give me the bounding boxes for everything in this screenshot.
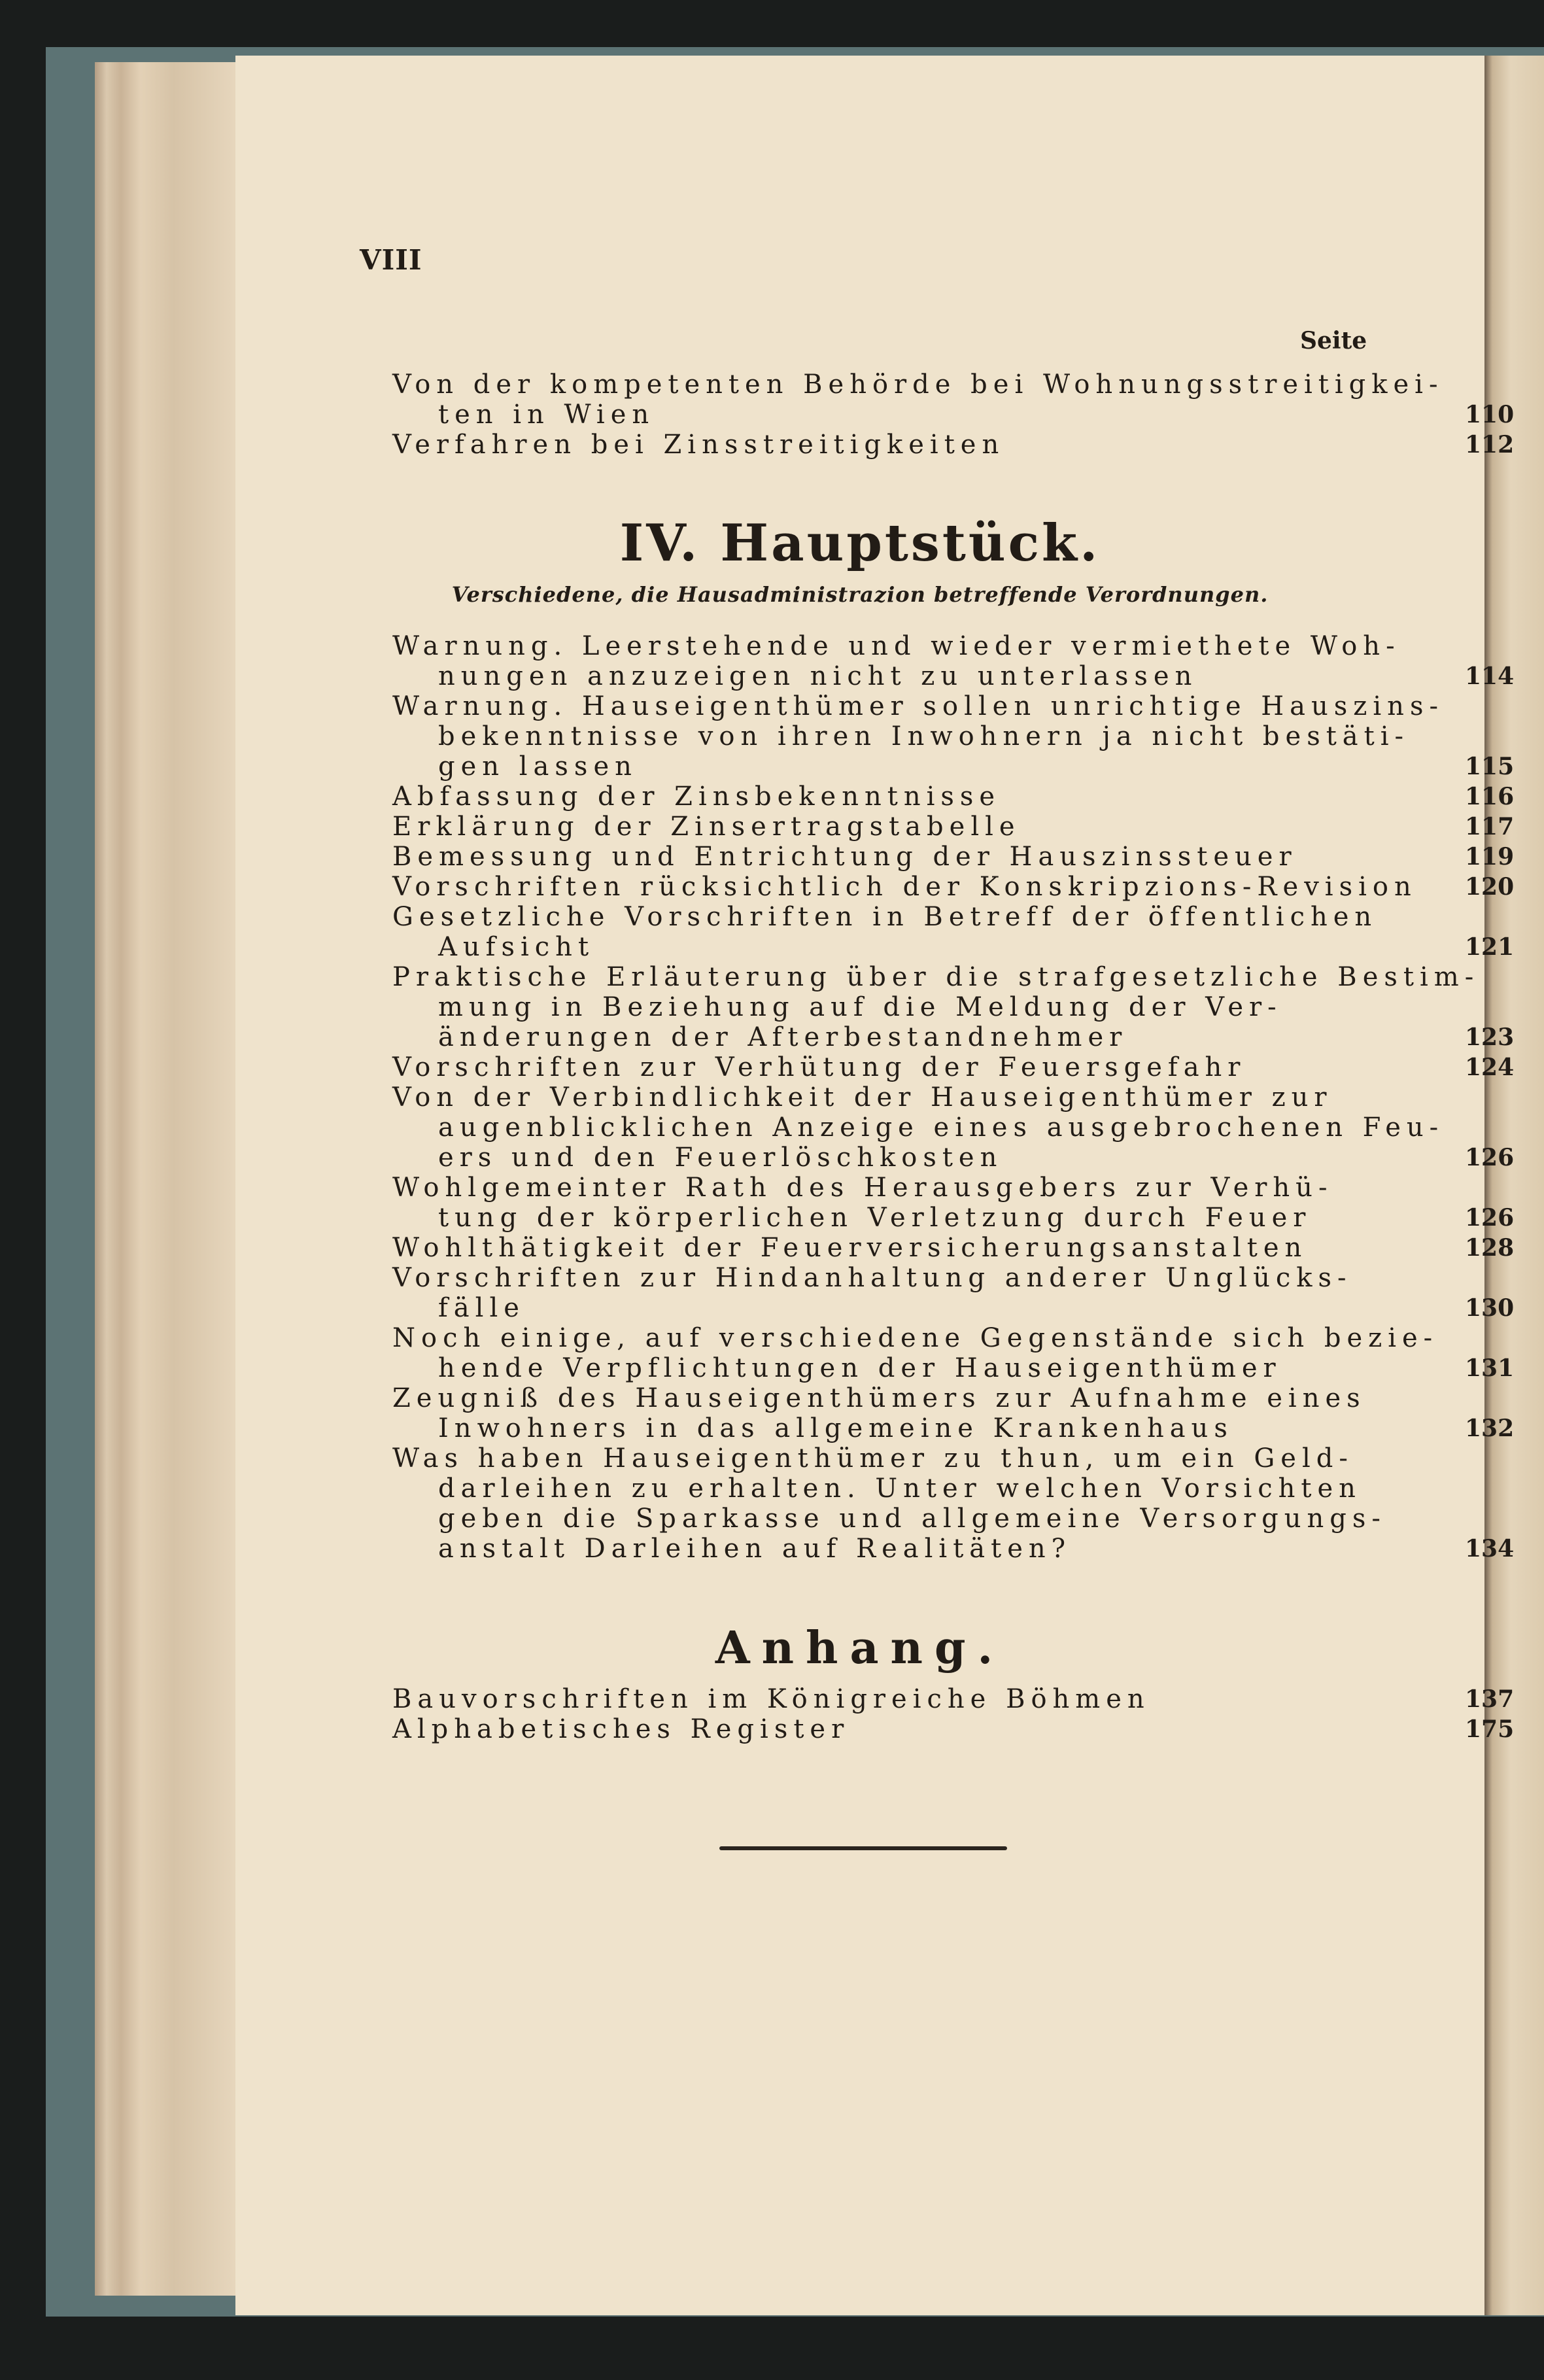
toc-entry (392, 1233, 1515, 1263)
toc-page-number: 131 (1465, 1354, 1515, 1382)
toc-entry-line: darleihen zu erhalten. Unter welchen Vorsichten (438, 1474, 1362, 1504)
toc-entry-line: ten in Wien (438, 400, 655, 430)
toc-entry-line: Noch einige, auf verschiedene Gegenstände sich bezie- (392, 1323, 1439, 1353)
closing-rule (719, 1846, 1007, 1850)
toc-page-number: 120 (1465, 873, 1515, 901)
toc-entry-line: Wohlgemeinter Rath des Herausgebers zur Verhü- (392, 1173, 1333, 1203)
toc-entry-line: Alphabetisches Register (392, 1714, 850, 1744)
toc-entry-line: Gesetzliche Vorschriften in Betreff der öffentlichen (392, 902, 1378, 932)
toc-entry (392, 691, 1515, 782)
toc-entry-line: bekenntnisse von ihren Inwohnern ja nicht bestäti- (438, 721, 1410, 751)
toc-entry (392, 1263, 1515, 1323)
toc-page-number: 117 (1465, 813, 1515, 840)
toc-page-number: 132 (1465, 1415, 1515, 1442)
chapter-title: IV. Hauptstück. (619, 513, 1101, 573)
toc-entry (392, 842, 1515, 872)
toc-entry-line: Wohlthätigkeit der Feuerversicherungsanstalten (392, 1233, 1308, 1263)
toc-entry-line: anstalt Darleihen auf Realitäten? (438, 1534, 1072, 1564)
toc-entry-line: Von der Verbindlichkeit der Hauseigenthümer zur (392, 1082, 1333, 1112)
toc-page-number: 112 (1465, 431, 1515, 458)
toc-entry-line: Praktische Erläuterung über die strafgesetzliche Bestim- (392, 962, 1480, 992)
book-page (235, 56, 1515, 2315)
toc-entry-line: Warnung. Hauseigenthümer sollen unrichtige Hauszins- (392, 691, 1444, 721)
toc-entry (392, 1082, 1515, 1173)
toc-entry (392, 1443, 1515, 1564)
toc-entry-line: hende Verpflichtungen der Hauseigenthümer (438, 1353, 1282, 1383)
toc-entry-line: Bemessung und Entrichtung der Hauszinssteuer (392, 842, 1297, 872)
toc-entry-line: Vorschriften zur Verhütung der Feuersgefahr (392, 1052, 1246, 1082)
toc-page-number: 128 (1465, 1234, 1515, 1262)
toc-entry-line: Erklärung der Zinsertragstabelle (392, 812, 1021, 842)
toc-entry-line: augenblicklichen Anzeige eines ausgebrochenen Feu- (438, 1112, 1445, 1143)
toc-entry-line: Abfassung der Zinsbekenntnisse (392, 782, 1001, 812)
toc-entry-line: Vorschriften rücksichtlich der Konskripzions-Revision (392, 872, 1417, 902)
toc-entry-line: geben die Sparkasse und allgemeine Versorgungs- (438, 1504, 1386, 1534)
toc-entry (392, 1383, 1515, 1443)
toc-page-number: 175 (1465, 1716, 1515, 1743)
toc-entry (392, 1323, 1515, 1383)
toc-entry-line: Inwohners in das allgemeine Krankenhaus (438, 1413, 1233, 1443)
toc-entry-line: tung der körperlichen Verletzung durch Feuer (438, 1203, 1312, 1233)
toc-entry-line: Verfahren bei Zinsstreitigkeiten (392, 430, 1005, 460)
seite-column-label: Seite (1300, 327, 1367, 354)
toc-entry-line: Von der kompetenten Behörde bei Wohnungsstreitigkei- (392, 370, 1444, 400)
toc-entry (392, 1052, 1515, 1082)
chapter-subtitle: Verschiedene, die Hausadministrazion betreffende Verordnungen. (451, 582, 1269, 607)
toc-entry-line: nungen anzuzeigen nicht zu unterlassen (438, 661, 1198, 691)
toc-entry-line: gen lassen (438, 751, 638, 782)
toc-entry-line: mung in Beziehung auf die Meldung der Ver- (438, 992, 1282, 1022)
toc-page-number: 114 (1465, 663, 1515, 690)
toc-page-number: 126 (1465, 1204, 1515, 1232)
toc-entry (392, 812, 1515, 842)
toc-page-number: 110 (1465, 401, 1515, 428)
toc-entry-line: Aufsicht (438, 932, 595, 962)
toc-entry-line: änderungen der Afterbestandnehmer (438, 1022, 1128, 1052)
toc-page-number: 126 (1465, 1144, 1515, 1171)
toc-entry-line: Was haben Hauseigenthümer zu thun, um ein Geld- (392, 1443, 1354, 1474)
toc-entry-line: Bauvorschriften im Königreiche Böhmen (392, 1684, 1150, 1714)
appendix-title: Anhang. (715, 1622, 1005, 1674)
toc-entry-line: Zeugniß des Hauseigenthümers zur Aufnahme eines (392, 1383, 1366, 1413)
toc-entry-line: Vorschriften zur Hindanhaltung anderer Unglücks- (392, 1263, 1352, 1293)
toc-entry (392, 1684, 1515, 1714)
toc-entry (392, 962, 1515, 1052)
toc-entry (392, 370, 1515, 430)
toc-entry (392, 1714, 1515, 1744)
toc-entry (392, 1173, 1515, 1233)
toc-page-number: 134 (1465, 1535, 1515, 1562)
page-folio: VIII (360, 244, 422, 276)
toc-entry (392, 902, 1515, 962)
toc-entry (392, 631, 1515, 691)
toc-page-number: 124 (1465, 1054, 1515, 1081)
toc-page-number: 137 (1465, 1685, 1515, 1713)
toc-page-number: 119 (1465, 843, 1515, 871)
toc-entry (392, 782, 1515, 812)
toc-page-number: 116 (1465, 783, 1515, 810)
toc-page-number: 115 (1465, 753, 1515, 780)
toc-page-number: 130 (1465, 1294, 1515, 1322)
toc-entry-line: fälle (438, 1293, 525, 1323)
toc-page-number: 121 (1465, 933, 1515, 961)
page-edges-left (95, 62, 242, 2296)
toc-page-number: 123 (1465, 1024, 1515, 1051)
toc-entry (392, 430, 1515, 460)
toc-entry-line: Warnung. Leerstehende und wieder vermiethete Woh- (392, 631, 1401, 661)
toc-entry-line: ers und den Feuerlöschkosten (438, 1143, 1003, 1173)
toc-entry (392, 872, 1515, 902)
